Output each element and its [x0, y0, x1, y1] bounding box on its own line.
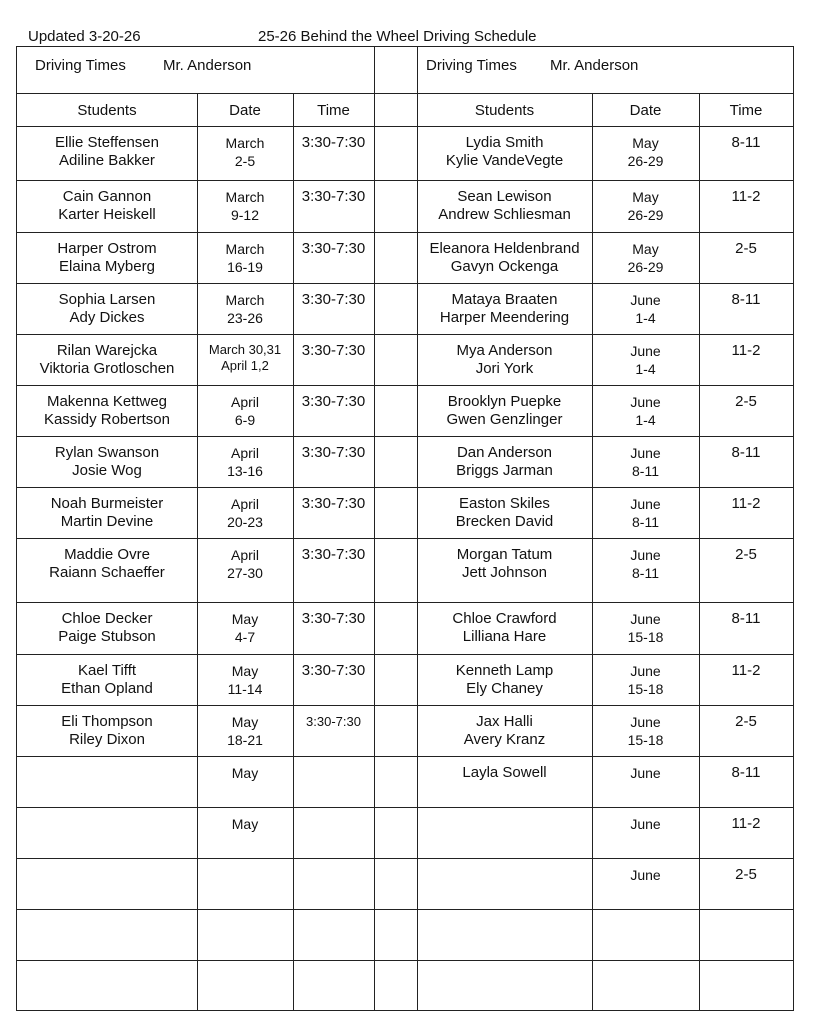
right-time-cell: 2-5 [735, 713, 757, 730]
left-date-cell: March 30,31 April 1,2 [208, 342, 282, 373]
left-students-cell: Kael Tifft Ethan Opland [61, 662, 153, 697]
row-divider [17, 909, 793, 910]
row-divider [17, 487, 793, 488]
right-students-cell: Dan Anderson Briggs Jarman [456, 444, 553, 479]
row-divider [17, 385, 793, 386]
right-date-cell: June [630, 816, 661, 832]
right-students-cell: Layla Sowell [462, 764, 547, 781]
left-time-cell: 3:30-7:30 [301, 393, 366, 410]
right-time-cell: 8-11 [731, 610, 761, 627]
right-time-cell: 11-2 [731, 188, 761, 205]
right-panel-label: Driving Times [426, 57, 517, 74]
left-students-cell: Harper Ostrom Elaina Myberg [57, 240, 157, 275]
right-date-header: Date [629, 102, 662, 119]
left-time-cell: 3:30-7:30 [301, 240, 366, 257]
right-time-cell: 2-5 [735, 240, 757, 257]
right-date-cell: June 15-18 [627, 611, 664, 645]
right-students-cell: Easton Skiles Brecken David [455, 495, 554, 530]
row-divider [17, 602, 793, 603]
right-date-cell: June [630, 867, 661, 883]
left-time-cell: 3:30-7:30 [301, 134, 366, 151]
right-time-cell: 8-11 [731, 134, 761, 151]
right-students-cell: Eleanora Heldenbrand Gavyn Ockenga [429, 240, 580, 275]
right-date-cell: June 8-11 [630, 547, 661, 581]
updated-date: Updated 3-20-26 [28, 28, 141, 45]
right-time-cell: 2-5 [735, 866, 757, 883]
left-students-cell: Eli Thompson Riley Dixon [61, 713, 153, 748]
left-time-header: Time [317, 102, 350, 119]
row-divider [17, 283, 793, 284]
left-date-cell: March 16-19 [225, 241, 265, 275]
left-students-cell: Sophia Larsen Ady Dickes [58, 291, 156, 326]
row-divider [17, 756, 793, 757]
left-students-cell: Cain Gannon Karter Heiskell [58, 188, 156, 223]
right-date-cell: May 26-29 [627, 135, 664, 169]
right-time-cell: 11-2 [731, 662, 761, 679]
gap-divider-left [374, 47, 375, 1010]
left-date-cell: April 27-30 [227, 547, 263, 581]
left-date-cell: April 13-16 [227, 445, 263, 479]
left-date-cell: May 18-21 [227, 714, 263, 748]
row-divider [17, 436, 793, 437]
right-date-cell: June 1-4 [630, 394, 661, 428]
left-date-cell: May 11-14 [227, 663, 263, 697]
row-divider [17, 538, 793, 539]
left-date-cell: May [231, 765, 259, 781]
left-time-cell: 3:30-7:30 [301, 342, 366, 359]
right-students-cell: Sean Lewison Andrew Schliesman [438, 188, 571, 223]
left-time-cell: 3:30-7:30 [306, 714, 361, 729]
left-students-cell: Noah Burmeister Martin Devine [50, 495, 164, 530]
left-students-cell: Rilan Warejcka Viktoria Grotloschen [39, 342, 175, 377]
left-time-cell: 3:30-7:30 [301, 610, 366, 627]
left-students-header: Students [77, 102, 137, 119]
right-date-cell: May 26-29 [627, 241, 664, 275]
right-time-cell: 11-2 [731, 495, 761, 512]
row-divider [17, 654, 793, 655]
row-divider [17, 126, 793, 127]
left-time-cell: 3:30-7:30 [301, 291, 366, 308]
row-divider [17, 180, 793, 181]
right-time-cell: 11-2 [731, 342, 761, 359]
right-date-cell: June 1-4 [630, 292, 661, 326]
left-date-cell: April 6-9 [230, 394, 259, 428]
right-students-cell: Mya Anderson Jori York [456, 342, 553, 377]
right-students-cell: Morgan Tatum Jett Johnson [456, 546, 553, 581]
left-students-cell: Rylan Swanson Josie Wog [54, 444, 160, 479]
row-divider [17, 858, 793, 859]
row-divider [17, 960, 793, 961]
left-students-cell: Maddie Ovre Raiann Schaeffer [49, 546, 165, 581]
left-students-cell: Makenna Kettweg Kassidy Robertson [44, 393, 170, 428]
right-date-cell: June [630, 765, 661, 781]
right-time-cell: 8-11 [731, 764, 761, 781]
right-time-cell: 2-5 [735, 546, 757, 563]
left-time-cell: 3:30-7:30 [301, 662, 366, 679]
left-date-cell: March 9-12 [225, 189, 265, 223]
left-time-cell: 3:30-7:30 [301, 495, 366, 512]
left-students-cell: Ellie Steffensen Adiline Bakker [55, 134, 159, 169]
right-students-cell: Lydia Smith Kylie VandeVegte [445, 134, 564, 169]
right-time-cell: 11-2 [731, 815, 761, 832]
page-title: 25-26 Behind the Wheel Driving Schedule [258, 28, 537, 45]
left-time-cell: 3:30-7:30 [301, 546, 366, 563]
left-time-cell: 3:30-7:30 [301, 188, 366, 205]
right-date-cell: June 1-4 [630, 343, 661, 377]
right-students-header: Students [474, 102, 535, 119]
right-students-cell: Kenneth Lamp Ely Chaney [455, 662, 554, 697]
right-time-header: Time [729, 102, 763, 119]
left-date-cell: May 4-7 [231, 611, 259, 645]
right-panel-instructor: Mr. Anderson [550, 57, 639, 74]
schedule-table [16, 46, 794, 1011]
right-date-cell: June 15-18 [627, 714, 664, 748]
right-students-cell: Chloe Crawford Lilliana Hare [452, 610, 557, 645]
right-time-cell: 8-11 [731, 291, 761, 308]
row-divider [17, 232, 793, 233]
right-date-cell: June 8-11 [630, 496, 661, 530]
right-date-cell: May 26-29 [627, 189, 664, 223]
left-date-cell: March 2-5 [225, 135, 265, 169]
row-divider [17, 93, 793, 94]
left-date-cell: April 20-23 [227, 496, 263, 530]
row-divider [17, 334, 793, 335]
right-time-cell: 8-11 [731, 444, 761, 461]
right-students-cell: Mataya Braaten Harper Meendering [439, 291, 570, 326]
right-students-cell: Jax Halli Avery Kranz [463, 713, 546, 748]
left-date-cell: May [231, 816, 259, 832]
right-date-cell: June 8-11 [630, 445, 661, 479]
left-panel-label: Driving Times [35, 57, 126, 74]
right-time-cell: 2-5 [735, 393, 757, 410]
row-divider [17, 705, 793, 706]
row-divider [17, 807, 793, 808]
right-students-cell: Brooklyn Puepke Gwen Genzlinger [446, 393, 563, 428]
left-date-header: Date [229, 102, 261, 119]
left-time-cell: 3:30-7:30 [301, 444, 366, 461]
left-date-cell: March 23-26 [225, 292, 265, 326]
left-students-cell: Chloe Decker Paige Stubson [58, 610, 156, 645]
right-date-cell: June 15-18 [627, 663, 664, 697]
left-panel-instructor: Mr. Anderson [163, 57, 252, 74]
